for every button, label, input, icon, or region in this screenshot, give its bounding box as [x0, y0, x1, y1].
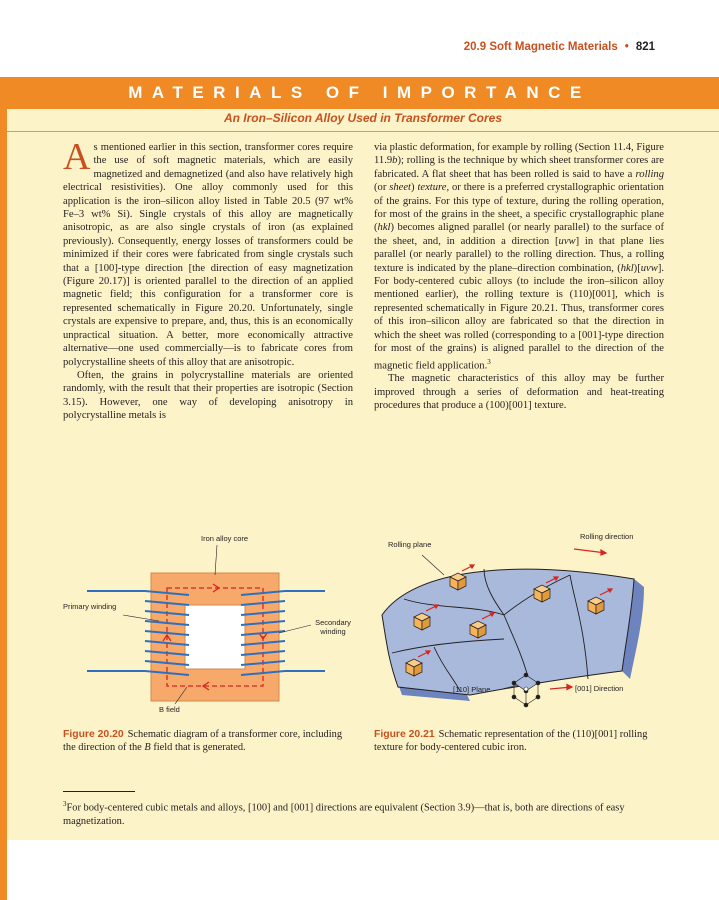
leader-line	[279, 625, 311, 633]
label-iron-alloy-core: Iron alloy core	[201, 534, 249, 543]
paragraph: The magnetic characteristics of this alloy may be further improved through a series of deformation and heat-treating procedures that produce a (100)[001] texture.	[374, 373, 664, 412]
caption-figure-20-20	[63, 728, 348, 754]
text-run: via plastic deformation, for example by rolling (Section 11.4, Figure 11.9	[374, 142, 664, 167]
label-b-field: B field	[159, 705, 180, 714]
caption-figure-20-21	[374, 728, 659, 754]
grain-cube	[406, 659, 422, 676]
page-edge-band	[0, 77, 7, 900]
feature-subtitle: An Iron–Silicon Alloy Used in Transformer Cores	[223, 111, 503, 125]
caption-text: B	[144, 742, 151, 753]
text-run: b	[392, 155, 398, 167]
grain-cube	[470, 621, 486, 638]
footnote-marker: 3	[63, 800, 67, 808]
section-title: 20.9 Soft Magnetic Materials	[463, 41, 618, 53]
grain-cube	[588, 597, 604, 614]
subtitle-rule	[7, 131, 719, 132]
text-run: ); rolling is the technique by which sheet transformer cores are fabricated. A flat sheet that has been rolled is said to have a	[374, 155, 664, 180]
feature-banner: MATERIALS OF IMPORTANCE	[0, 77, 719, 109]
text-run: or there is a preferred crystallographic orientation of the grains. For this type of texture, during the rolling operation, for most of the grains in the sheet, a specific crystallographic plane (	[374, 182, 664, 234]
text-run: (or	[374, 182, 390, 194]
text-run: ]. For body-centered cubic alloys (to include the iron–silicon alloy mentioned earlier), the rolling texture is (110)[001], which is represented schematically in Figure 20.21. Thus, transformer cores of this iron–silicon alloy are fabricated so that the direction in which the sheet was rolled (corresponding to a [001]-type direction for most of the grains) is aligned parallel to the direction of the magnetic field application.	[374, 262, 664, 372]
footnote-ref: 3	[487, 357, 491, 366]
running-head	[464, 41, 655, 53]
text-run: sheet	[389, 182, 412, 194]
drop-cap: A	[63, 136, 91, 178]
text-run: hkl	[620, 262, 634, 274]
text-column-right	[374, 141, 664, 413]
label-001-direction: [001] Direction	[575, 684, 624, 693]
caption-text: Schematic diagram of a transformer core, including the direction of the	[63, 729, 343, 753]
label-110-plane: [110] Plane	[453, 685, 491, 694]
text-run: )[	[633, 262, 641, 274]
text-run: uvw	[558, 235, 576, 247]
text-run: hkl	[377, 222, 391, 234]
paragraph	[374, 141, 664, 372]
figure-number: Figure 20.21	[374, 729, 435, 740]
label-rolling-plane: Rolling plane	[388, 540, 432, 549]
text-run: ) becomes aligned parallel (or nearly parallel) to the surface of the sheet, and, in addition a direction [	[374, 222, 664, 247]
figure-transformer-core	[63, 529, 353, 719]
header-separator: •	[624, 41, 629, 53]
footnote-text: For body-centered cubic metals and alloys, [100] and [001] directions are equivalent (Section 3.9)—that is, both are directions of easy magnetization.	[63, 802, 625, 827]
figure-number: Figure 20.20	[63, 729, 124, 740]
text-run: ] in that plane lies parallel (or nearly parallel) to the rolling direction. Thus, a rolling texture is indicated by the plane–direction combination, (	[374, 235, 664, 274]
label-primary-winding: Primary winding	[63, 602, 117, 611]
page-number: 821	[635, 41, 655, 53]
caption-text: Schematic representation of the (110)[001] rolling texture for body-centered cubic iron.	[374, 729, 648, 753]
grain-cube	[534, 585, 550, 602]
core-window	[185, 605, 245, 669]
text-run: rolling	[635, 168, 664, 180]
paragraph: Often, the grains in polycrystalline materials are oriented randomly, with the result that their properties are isotropic (Section 3.15). However, one way of developing anisotropy in polycrystalline metals is	[63, 369, 353, 422]
figure-rolling-texture	[374, 529, 659, 719]
text-run: uvw	[640, 262, 658, 274]
sheet-top-surface	[382, 569, 634, 695]
leader-line	[422, 555, 444, 575]
grain-cube	[414, 613, 430, 630]
footnote-rule	[63, 791, 135, 792]
text-column-left	[63, 136, 353, 423]
text-run: )	[411, 182, 418, 194]
paragraph-text: s mentioned earlier in this section, transformer cores require the use of soft magnetic materials, which are easily magnetized and demagnetized (and also have relatively high electrical resistivities). One alloy commonly used for this application is the iron–silicon alloy listed in Table 20.5 (97 wt% Fe–3 wt% Si). Single crystals of this alloy are magnetically anisotropic, as are also single crystals of iron (as explained previously). Consequently, energy losses of transformers could be minimized if their cores were fabricated from single crystals such that a [100]-type direction [the direction of easy magnetization (Figure 20.17)] is oriented parallel to the direction of an applied magnetic field; this configuration for a transformer core is represented schematically in Figure 20.20. Unfortunately, single crystals are expensive to prepare, and, thus, this is an economically unpractical situation. A better, more economically attractive alternative—one used commercially—is to fabricate cores from polycrystalline sheets of this alloy that are anisotropic.	[63, 142, 353, 368]
footnote	[63, 798, 653, 828]
leader-line	[215, 545, 217, 575]
paragraph	[63, 136, 353, 369]
label-secondary-winding: Secondary winding	[315, 618, 351, 636]
caption-text: field that is generated.	[150, 742, 246, 753]
grain-cube	[450, 573, 466, 590]
label-rolling-direction: Rolling direction	[580, 532, 634, 541]
text-run: texture,	[417, 182, 450, 194]
transformer-diagram	[63, 529, 353, 719]
